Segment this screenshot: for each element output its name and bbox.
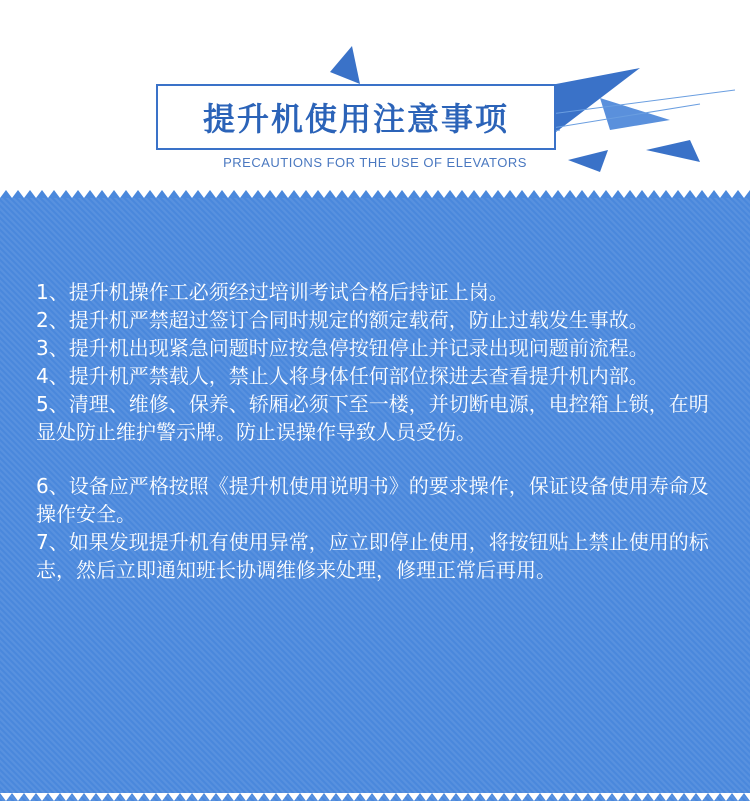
note-item-7: 7、如果发现提升机有使用异常，应立即停止使用，将按钮贴上禁止使用的标志，然后立即通知班长协调维修来处理，修理正常后再用。 xyxy=(36,530,709,582)
notes-list xyxy=(36,278,716,584)
note-item-3: 3、提升机出现紧急问题时应按急停按钮停止并记录出现问题前流程。 xyxy=(36,336,649,360)
page-title: 提升机使用注意事项 xyxy=(202,100,509,138)
title-box xyxy=(156,84,556,150)
note-item-4: 4、提升机严禁载人，禁止人将身体任何部位探进去查看提升机内部。 xyxy=(36,364,649,388)
page-subtitle: PRECAUTIONS FOR THE USE OF ELEVATORS xyxy=(223,155,527,170)
note-item-1: 1、提升机操作工必须经过培训考试合格后持证上岗。 xyxy=(36,280,509,304)
note-item-2: 2、提升机严禁超过签订合同时规定的额定载荷，防止过载发生事故。 xyxy=(36,308,649,332)
spacer xyxy=(36,446,716,472)
deco-triangle-top xyxy=(330,46,360,84)
note-item-6: 6、设备应严格按照《提升机使用说明书》的要求操作，保证设备使用寿命及操作安全。 xyxy=(36,474,709,526)
note-item-5: 5、清理、维修、保养、轿厢必须下至一楼，并切断电源，电控箱上锁，在明显处防止维护警示牌。防止误操作导致人员受伤。 xyxy=(36,392,709,444)
